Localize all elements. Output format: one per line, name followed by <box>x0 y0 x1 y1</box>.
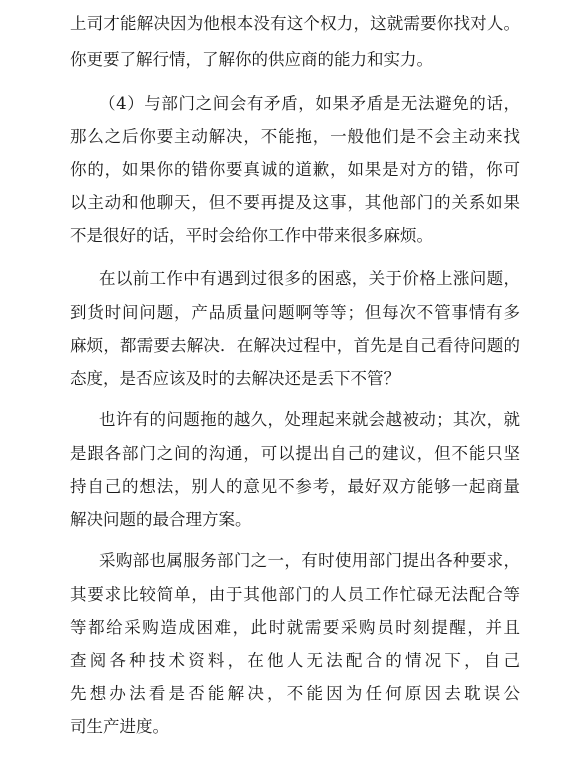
text-line: 也许有的问题拖的越久，处理起来就会越被动；其次，就 <box>99 410 520 429</box>
text-line: 在以前工作中有遇到过很多的困惑，关于价格上涨问题， <box>99 269 520 288</box>
text-line: 上司才能解决因为他根本没有这个权力，这就需要你找对人。 <box>70 14 520 33</box>
text-line: 其要求比较简单，由于其他部门的人员工作忙碌无法配合等 <box>70 585 520 604</box>
text-line: 你更要了解行情，了解你的供应商的能力和实力。 <box>70 50 433 69</box>
text-line: 持自己的想法，别人的意见不参考，最好双方能够一起商量 <box>70 477 520 496</box>
text-line: 采购部也属服务部门之一，有时使用部门提出各种要求， <box>99 551 520 570</box>
text-line: 以主动和他聊天，但不要再提及这事，其他部门的关系如果 <box>70 193 520 212</box>
text-line: 到货时间问题，产品质量问题啊等等；但每次不管事情有多 <box>70 303 520 322</box>
text-line: 查阅各种技术资料，在他人无法配合的情况下，自己 <box>70 651 520 670</box>
text-line: 解决问题的最合理方案。 <box>70 510 252 529</box>
text-line: 态度，是否应该及时的去解决还是丢下不管？ <box>70 369 400 388</box>
text-line: 等都给采购造成困难，此时就需要采购员时刻提醒，并且 <box>70 618 520 637</box>
text-line: 是跟各部门之间的沟通，可以提出自己的建议，但不能只坚 <box>70 444 520 463</box>
text-line: 你的，如果你的错你要真诚的道歉，如果是对方的错，你可 <box>70 160 520 179</box>
text-line: 麻烦，都需要去解决．在解决过程中，首先是自己看待问题的 <box>70 336 520 355</box>
text-line: 那么之后你要主动解决，不能拖，一般他们是不会主动来找 <box>70 127 520 146</box>
text-line: （4）与部门之间会有矛盾，如果矛盾是无法避免的话， <box>99 94 520 113</box>
text-line: 司生产进度。 <box>70 717 169 736</box>
text-line: 先想办法看是否能解决，不能因为任何原因去耽误公 <box>70 684 520 703</box>
text-line: 不是很好的话，平时会给你工作中带来很多麻烦。 <box>70 226 433 245</box>
